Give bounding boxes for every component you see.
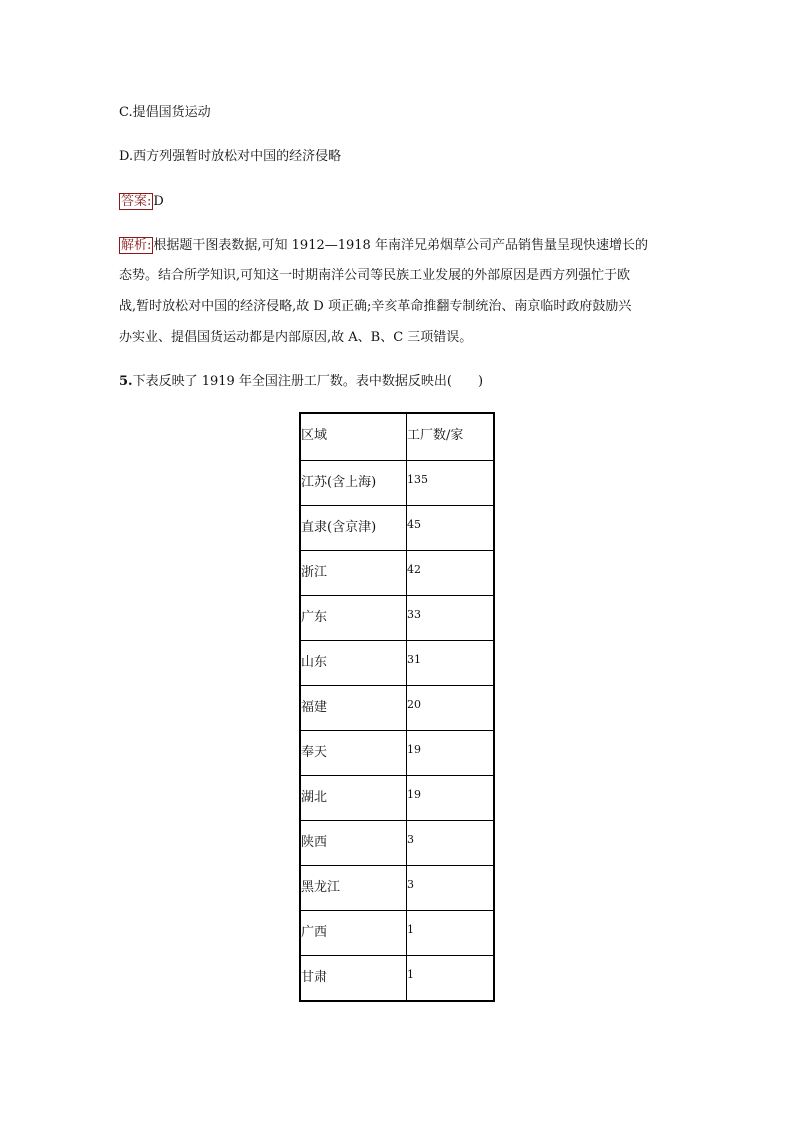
analysis-label: 解析: [121,238,152,253]
region-cell: 广东 [300,596,407,641]
option-c: C.提倡国货运动 [119,105,211,120]
region-cell: 浙江 [300,551,407,596]
region-cell: 广西 [300,911,407,956]
table-row [300,506,494,551]
region-cell: 甘肃 [300,956,407,1002]
table-row [300,686,494,731]
count-cell: 1 [407,911,495,956]
count-cell: 20 [407,686,495,731]
region-cell: 福建 [300,686,407,731]
table-row [300,776,494,821]
region-cell: 湖北 [300,776,407,821]
count-cell: 42 [407,551,495,596]
region-cell: 奉天 [300,731,407,776]
answer-line [119,193,164,210]
region-cell: 陕西 [300,821,407,866]
header-count: 工厂数/家 [407,413,495,461]
analysis-line-3: 战,暂时放松对中国的经济侵略,故 D 项正确;辛亥革命推翻专制统治、南京临时政府鼓励兴 [119,299,632,314]
table-row [300,641,494,686]
question-5 [119,374,483,390]
region-cell: 山东 [300,641,407,686]
table-row [300,956,494,1002]
analysis-line-1 [119,237,648,254]
answer-value: D [153,194,164,209]
analysis-line-4: 办实业、提倡国货运动都是内部原因,故 A、B、C 三项错误。 [119,330,473,345]
table-row [300,461,494,506]
table-row [300,596,494,641]
table-row [300,866,494,911]
table-row [300,551,494,596]
header-region: 区域 [300,413,407,461]
region-cell: 黑龙江 [300,866,407,911]
count-cell: 19 [407,731,495,776]
count-cell: 3 [407,866,495,911]
question-text: 下表反映了 1919 年全国注册工厂数。表中数据反映出( ) [132,374,484,389]
region-cell: 直隶(含京津) [300,506,407,551]
count-cell: 135 [407,461,495,506]
table-row [300,821,494,866]
question-number: 5. [119,374,133,389]
region-cell: 江苏(含上海) [300,461,407,506]
analysis-line-2: 态势。结合所学知识,可知这一时期南洋公司等民族工业发展的外部原因是西方列强忙于欧 [119,268,631,283]
analysis-text-1: 根据题干图表数据,可知 1912—1918 年南洋兄弟烟草公司产品销售量呈现快速增长的 [153,238,648,253]
factory-table [299,412,495,1002]
count-cell: 31 [407,641,495,686]
table-row [300,911,494,956]
option-d: D.西方列强暂时放松对中国的经济侵略 [119,149,342,164]
count-cell: 3 [407,821,495,866]
count-cell: 33 [407,596,495,641]
answer-label: 答案: [121,194,152,209]
table-row [300,731,494,776]
count-cell: 1 [407,956,495,1002]
count-cell: 45 [407,506,495,551]
count-cell: 19 [407,776,495,821]
table-header-row [300,413,494,461]
